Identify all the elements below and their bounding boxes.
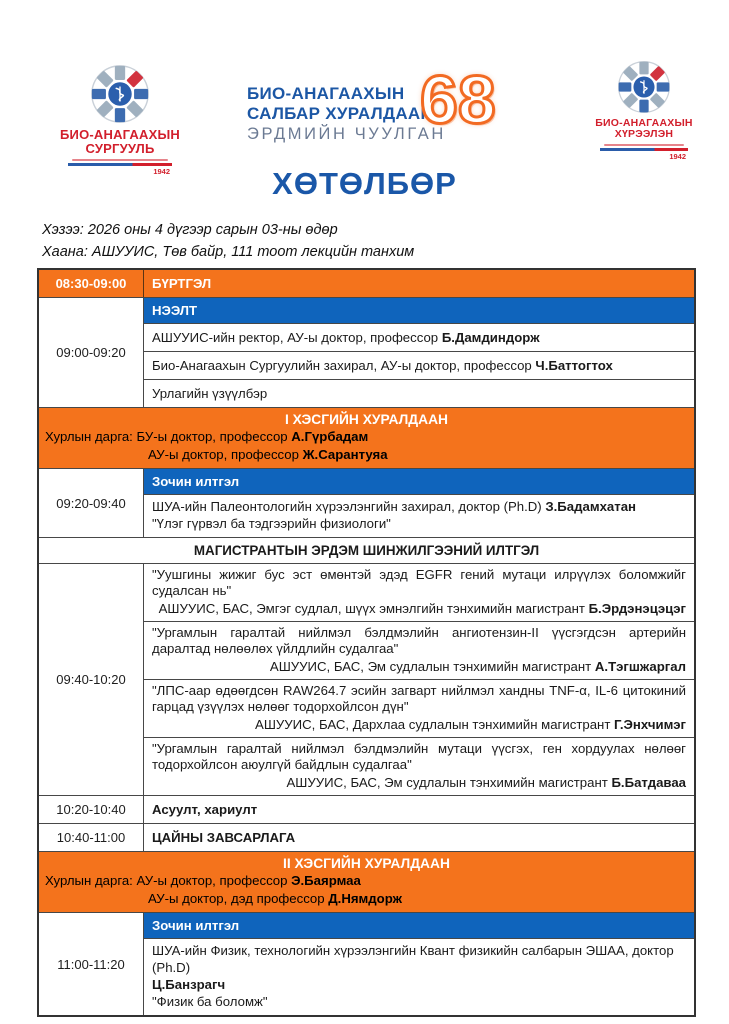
masters-section-header: МАГИСТРАНТЫН ЭРДЭМ ШИНЖИЛГЭЭНИЙ ИЛТГЭЛ — [39, 537, 694, 563]
chair-name: Ж.Сарантуяа — [302, 446, 388, 462]
row-guest-lecture-2 — [39, 912, 694, 1015]
left-logo-year: 1942 — [153, 167, 170, 177]
time-cell: 10:20-10:40 — [39, 796, 144, 823]
right-logo-tagline — [604, 144, 684, 146]
talk-title: "Ургамлын гаралтай нийлмэл бэлдмэлийн мутаци үүсгэх, ген хордуулах нөлөөг тодорхойлсон аюулгүй байдлын судалгаа" — [152, 741, 686, 772]
section-1-header — [39, 407, 694, 468]
time-cell: 09:20-09:40 — [39, 469, 144, 537]
talk-title: "Үлэг гүрвэл ба тэдгээрийн физиологи" — [152, 516, 391, 531]
left-logo-title: БИО-АНАГААХЫН СУРГУУЛЬ — [59, 127, 180, 157]
edition-number: 68 — [420, 62, 496, 138]
session-subheader: Зочин илтгэл — [144, 913, 694, 938]
speaker-line: Био-Анагаахын Сургуулийн захирал, АУ-ы доктор, профессор Ч.Баттогтох — [144, 351, 694, 379]
medical-wheel-icon — [90, 64, 150, 124]
talk-item — [144, 679, 694, 737]
event-meta — [42, 219, 414, 264]
chair-name: А.Гүрбадам — [291, 429, 369, 444]
chair-name: Д.Нямдорж — [328, 890, 402, 906]
speaker-name: Б.Эрдэнэцэцэг — [588, 601, 686, 616]
talk-title: "Ургамлын гаралтай нийлмэл бэлдмэлийн ангиотензин-II үүсгэгдсэн артерийн даралтад нөлөөлөх үйлдлийн судалгаа" — [152, 625, 686, 656]
speaker-line: АШУУИС-ийн ректор, АУ-ы доктор, профессор Б.Дамдиндорж — [144, 323, 694, 351]
time-cell: 08:30-09:00 — [39, 270, 144, 297]
logo-biomedical-school — [58, 64, 182, 176]
row-masters-talks — [39, 563, 694, 795]
row-label: БҮРТГЭЛ — [152, 276, 212, 291]
talk-author: АШУУИС, БАС, Эм судлалын тэнхимийн магистрант А.Тэгшжаргал — [269, 659, 686, 674]
row-label: Асуулт, хариулт — [152, 802, 258, 817]
banner-line3: ЭРДМИЙН ЧУУЛГАН — [247, 125, 446, 144]
event-location: Хаана: АШУУИС, Төв байр, 111 тоот лекцийн танхим — [42, 244, 415, 261]
chair-line: АУ-ы доктор, профессор Ж.Сарантуяа — [148, 446, 388, 462]
row-opening — [39, 297, 694, 407]
speaker-name: Ч.Баттогтох — [535, 358, 613, 373]
talk-author: АШУУИС, БАС, Эм судлалын тэнхимийн магистрант Б.Батдаваа — [286, 775, 686, 790]
speaker-name: А.Тэгшжаргал — [594, 659, 686, 674]
session-subheader: НЭЭЛТ — [144, 298, 694, 323]
chair-name: Э.Баярмаа — [291, 873, 361, 888]
section-title: I ХЭСГИЙН ХУРАЛДААН — [284, 412, 449, 427]
right-logo-title: БИО-АНАГААХЫН ХҮРЭЭЛЭН — [595, 117, 693, 141]
time-cell: 11:00-11:20 — [39, 913, 144, 1015]
time-cell: 10:40-11:00 — [39, 824, 144, 851]
chair-line: АУ-ы доктор, дэд профессор Д.Нямдорж — [148, 890, 402, 906]
section-title: II ХЭСГИЙН ХУРАЛДААН — [283, 856, 450, 871]
schedule-table — [37, 268, 696, 1017]
row-guest-lecture-1 — [39, 468, 694, 537]
speaker-name: З.Бадамхатан — [545, 499, 637, 514]
time-cell: 09:40-10:20 — [39, 564, 144, 795]
talk-title: "Уушгины жижиг бус эст өмөнтэй эдэд EGFR гений мутаци илрүүлэх боломжийг судалсан нь" — [152, 567, 686, 598]
speaker-name: Б.Дамдиндорж — [441, 330, 540, 345]
right-logo-year: 1942 — [669, 151, 686, 161]
talk-item — [144, 621, 694, 679]
logo-biomedical-institute — [590, 60, 698, 161]
talk-details: ШУА-ийн Палеонтологийн хүрээлэнгийн захирал, доктор (Ph.D) З.Бадамхатан "Үлэг гүрвэл ба тэдгээрийн физиологи" — [144, 494, 694, 537]
page-title: ХӨТӨЛБӨР — [272, 166, 457, 201]
talk-author: АШУУИС, БАС, Дархлаа судлалын тэнхимийн магистрант Г.Энхчимэг — [255, 717, 686, 732]
row-label: ЦАЙНЫ ЗАВСАРЛАГА — [152, 830, 296, 845]
right-logo-bar — [600, 148, 688, 151]
medical-wheel-icon — [617, 60, 671, 114]
left-logo-tagline — [72, 159, 168, 161]
banner-line1: БИО-АНАГААХЫН — [247, 84, 405, 103]
speaker-name: Г.Энхчимэг — [614, 717, 686, 732]
row-registration — [39, 270, 694, 297]
row-tea-break — [39, 823, 694, 851]
banner-line2: САЛБАР ХУРАЛДААН — [247, 103, 434, 123]
speaker-name: Ц.Банзрагч — [152, 977, 226, 992]
chair-line: Хурлын дарга: БУ-ы доктор, профессор А.Гүрбадам — [45, 429, 369, 444]
session-subheader: Зочин илтгэл — [144, 469, 694, 494]
talk-details: ШУА-ийн Физик, технологийн хүрээлэнгийн Квант физикийн салбарын ЭШАА, доктор (Ph.D) Ц.Банзрагч "Физик ба боломж" — [144, 938, 694, 1015]
chair-line: Хурлын дарга: АУ-ы доктор, профессор Э.Баярмаа — [45, 873, 361, 888]
section-2-header — [39, 851, 694, 912]
row-questions — [39, 795, 694, 823]
talk-item — [144, 564, 694, 621]
time-cell: 09:00-09:20 — [39, 298, 144, 407]
talk-title: "ЛПС-аар өдөөгдсөн RAW264.7 эсийн загварт нийлмэл хандны TNF-α, IL-6 цитокиний гарцад үзүүлэх нөлөөг тодорхойлсон дүн" — [152, 683, 686, 714]
talk-author: АШУУИС, БАС, Эмгэг судлал, шүүх эмнэлгийн тэнхимийн магистрант Б.Эрдэнэцэцэг — [158, 601, 686, 616]
event-date: Хэзээ: 2026 оны 4 дүгээр сарын 03-ны өдөр — [42, 222, 338, 238]
talk-title: "Физик ба боломж" — [152, 994, 268, 1009]
talk-item — [144, 737, 694, 795]
speaker-line: Урлагийн үзүүлбэр — [144, 379, 694, 407]
speaker-name: Б.Батдаваа — [611, 775, 686, 790]
